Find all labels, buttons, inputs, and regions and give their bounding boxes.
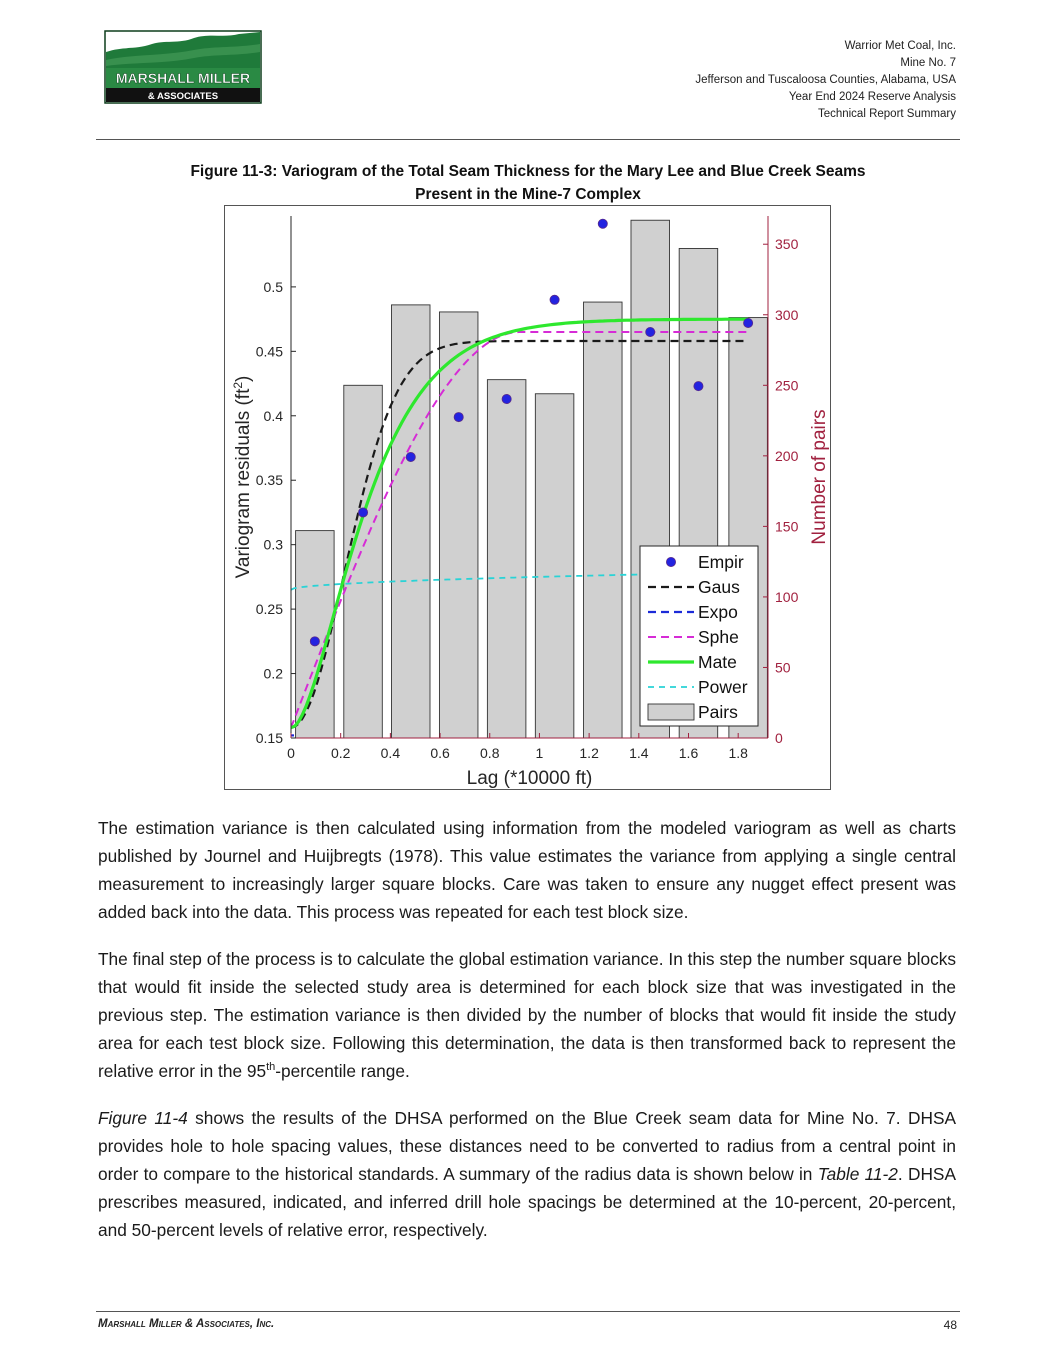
y-tick-label: 0.5 [263, 278, 283, 295]
x-tick-label: 1.6 [678, 745, 699, 761]
paragraph-estimation-variance: The estimation variance is then calculated using information from the modeled variogram as well as charts published by Journel and Huijbregts (1978). This value estimates the variance from applying a single central measurement to increasingly larger square blocks. Care was taken to ensure any nugget effect present was added back into the data. This process was repeated for each test block size. [98, 818, 956, 922]
empirical-point [358, 508, 367, 517]
x-tick-label: 0 [287, 745, 295, 761]
y-tick-label: 0.4 [263, 407, 283, 424]
y2-tick-label: 50 [775, 659, 791, 676]
x-tick-label: 0.8 [480, 745, 500, 761]
legend-label-mate: Mate [698, 652, 737, 672]
variogram-chart-frame [224, 205, 831, 790]
variogram-chart [225, 206, 830, 789]
pairs-bar [439, 312, 478, 738]
paragraph-dhsa [98, 1104, 956, 1244]
y2-tick-label: 350 [775, 236, 799, 253]
superscript-th: th [266, 1061, 276, 1074]
logo-text-main: MARSHALL MILLER [115, 70, 251, 86]
paragraph-global-variance-text: The final step of the process is to calculate the global estimation variance. In this step the number square blocks that would fit inside the selected study area is determined for each block size that was investigated in the previous step. The estimation variance is then divided by the number of blocks that would fit inside the study area for each test block size. Following this determination, the data is then transformed back to represent the relative error in the 95 [98, 949, 956, 1081]
header-location: Jefferson and Tuscaloosa Counties, Alabama, USA [695, 74, 956, 86]
legend-marker-empir [666, 557, 675, 566]
empirical-point [598, 219, 607, 228]
x-axis-label: Lag (*10000 ft) [466, 768, 593, 789]
figure-title-line-2: Present in the Mine-7 Complex [415, 186, 641, 203]
empirical-point [310, 637, 319, 646]
pairs-bar [535, 394, 574, 738]
empirical-point [454, 412, 463, 421]
legend-marker-pairs [648, 704, 694, 720]
figure-reference: Figure 11-4 [98, 1108, 188, 1128]
y-tick-label: 0.35 [255, 472, 283, 489]
table-reference: Table 11-2 [817, 1164, 898, 1184]
company-logo [104, 30, 262, 104]
x-tick-label: 1.8 [728, 745, 748, 761]
y2-tick-label: 200 [775, 447, 799, 464]
figure-title [96, 160, 960, 206]
y-tick-label: 0.25 [255, 601, 283, 618]
header-report: Year End 2024 Reserve Analysis [788, 91, 956, 103]
legend-label-expo: Expo [698, 602, 738, 622]
legend-label-pairs: Pairs [698, 702, 738, 722]
header-divider [96, 139, 960, 140]
x-tick-label: 0.4 [380, 745, 401, 761]
footer-company: Marshall Miller & Associates, Inc. [98, 1318, 275, 1330]
paragraph-global-variance [98, 945, 956, 1085]
y2-tick-label: 300 [775, 306, 799, 323]
x-tick-label: 0.2 [330, 745, 351, 761]
x-tick-label: 0.6 [430, 745, 450, 761]
paragraph-dhsa-text: shows the results of the DHSA performed on the Blue Creek seam data for Mine No. 7. DHSA provides hole to hole spacing values, these distances need to be converted to radius from a central point in order to compare to the historical standards. A summary of the radius data is shown below in [98, 1108, 956, 1184]
pairs-bar [584, 302, 623, 738]
legend-label-empir: Empir [698, 552, 744, 572]
x-tick-label: 1 [535, 745, 544, 761]
figure-title-line-1: Figure 11-3: Variogram of the Total Seam Thickness for the Mary Lee and Blue Creek Seams [190, 163, 866, 180]
page-number: 48 [943, 1318, 957, 1332]
empirical-point [646, 327, 655, 336]
footer-divider [96, 1311, 960, 1312]
legend-label-sphe: Sphe [698, 627, 739, 647]
paragraph-dhsa-end: . DHSA prescribes measured, indicated, and inferred drill hole spacings be determined at the 10-percent, 20-percent, and 50-percent levels of relative error, respectively. [98, 1164, 956, 1240]
y2-tick-label: 150 [775, 518, 799, 535]
x-tick-label: 1.2 [579, 745, 599, 761]
empirical-point [744, 318, 753, 327]
paragraph-global-variance-end: -percentile range. [275, 1061, 410, 1081]
y-tick-label: 0.3 [263, 536, 283, 553]
y-axis-label: Variogram residuals $(ft^2)$ [231, 375, 254, 579]
y2-axis-label: Number of pairs [809, 409, 830, 545]
x-tick-label: 1.4 [629, 745, 649, 761]
y-tick-label: 0.2 [263, 665, 283, 682]
legend-label-power: Power [698, 677, 748, 697]
y-tick-label: 0.15 [255, 730, 283, 746]
empirical-point [406, 452, 415, 461]
document-header-info [695, 38, 956, 123]
empirical-point [694, 382, 703, 391]
logo-text-sub: & ASSOCIATES [147, 91, 219, 102]
y2-tick-label: 100 [775, 588, 799, 605]
header-company: Warrior Met Coal, Inc. [844, 40, 956, 52]
header-mine: Mine No. 7 [900, 57, 956, 69]
y2-tick-label: 0 [775, 730, 783, 746]
header-report-type: Technical Report Summary [817, 108, 956, 120]
legend-label-gaus: Gaus [698, 577, 740, 597]
y2-tick-label: 250 [775, 377, 799, 394]
y-tick-label: 0.45 [255, 343, 283, 360]
pairs-bar [487, 380, 526, 738]
body-text [98, 814, 956, 1263]
empirical-point [502, 394, 511, 403]
empirical-point [550, 295, 559, 304]
